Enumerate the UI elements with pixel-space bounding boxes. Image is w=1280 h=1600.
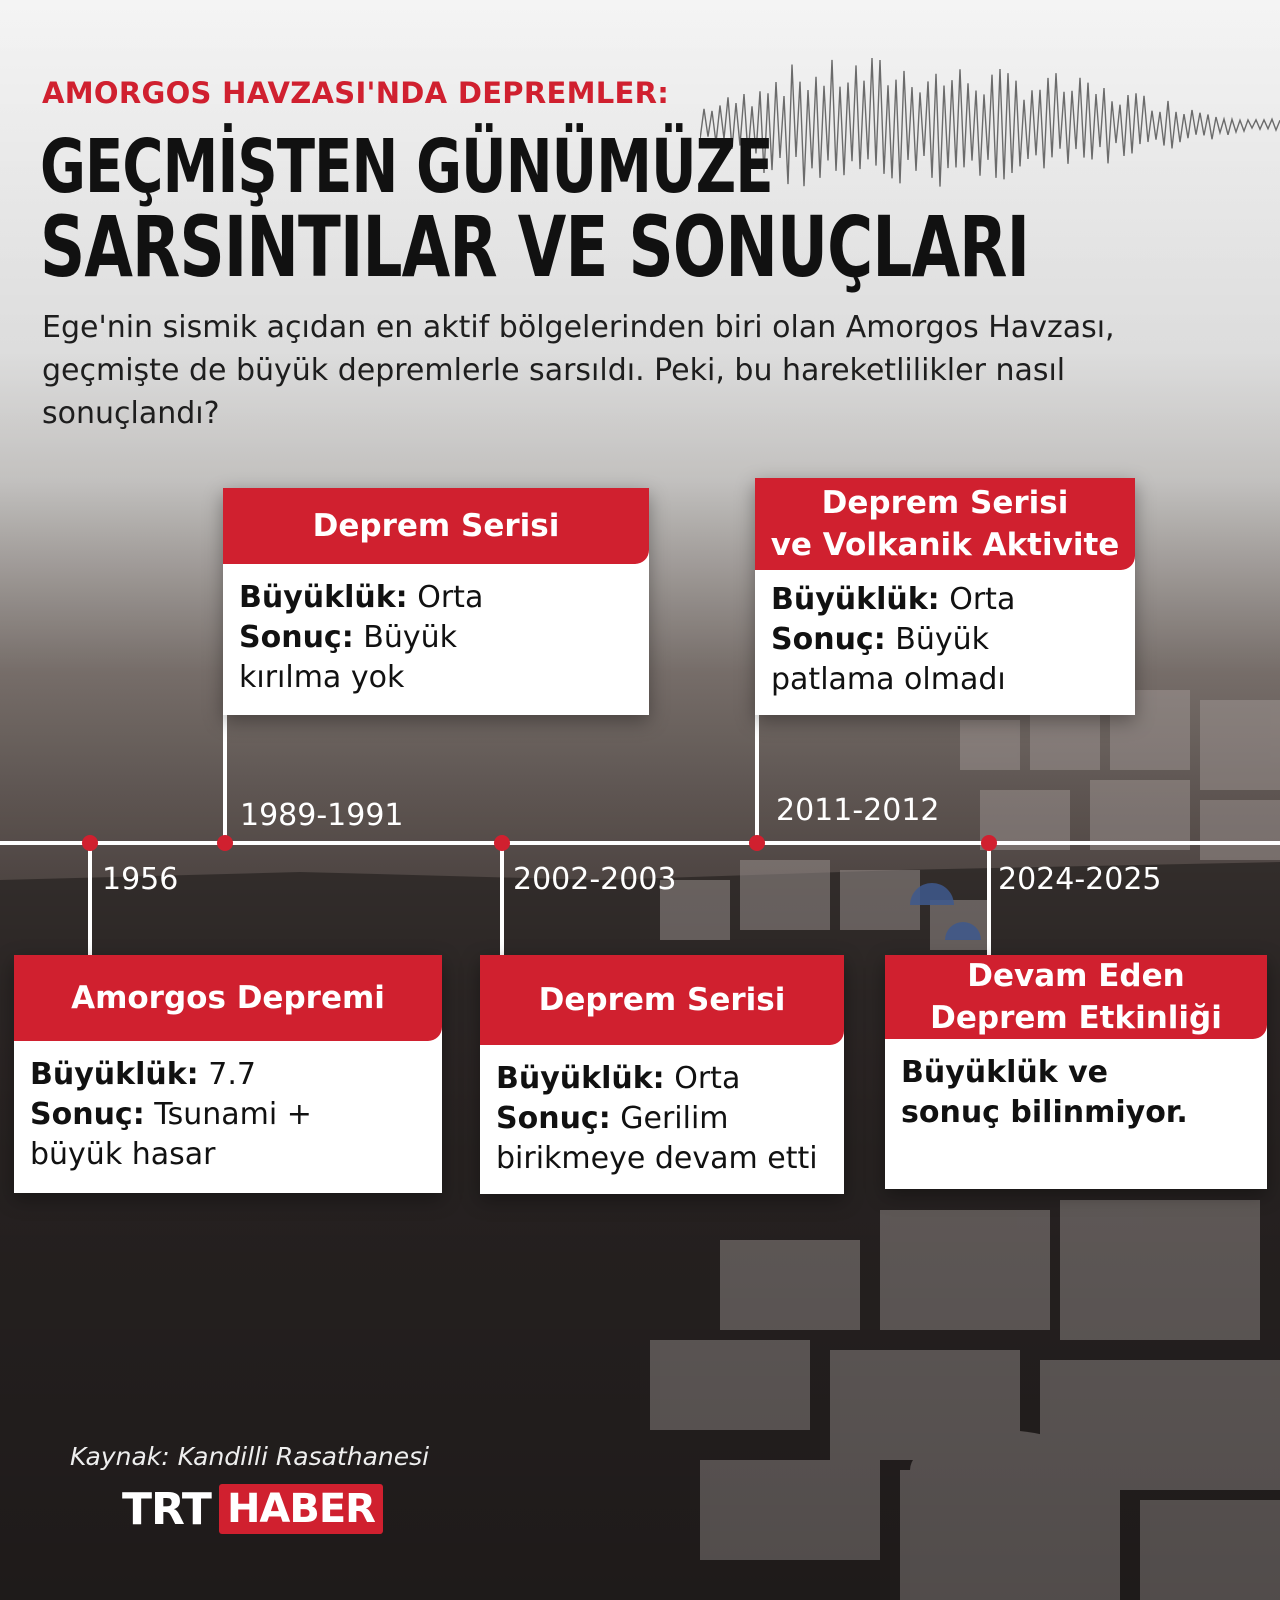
event-card-title: Amorgos Depremi xyxy=(14,955,442,1041)
timeline-dot-1989 xyxy=(217,835,233,851)
event-card-title xyxy=(885,955,1267,1039)
kicker-heading: AMORGOS HAVZASI'NDA DEPREMLER: xyxy=(42,76,670,110)
timeline-dot-2002 xyxy=(494,835,510,851)
result-value: Tsunami + xyxy=(154,1097,312,1132)
event-card-title: Deprem Serisi xyxy=(223,488,649,564)
size-label: Büyüklük: xyxy=(771,582,940,617)
unknown-note-line-1: Büyüklük ve xyxy=(901,1055,1109,1090)
event-card-body xyxy=(755,570,1135,716)
stem-2011 xyxy=(755,715,759,843)
year-label-2024: 2024-2025 xyxy=(998,862,1162,897)
event-card-body xyxy=(223,564,649,714)
event-card-title-line-1: Deprem Serisi xyxy=(821,485,1069,521)
event-card-title-line-1: Devam Eden xyxy=(967,958,1185,994)
timeline-dot-1956 xyxy=(82,835,98,851)
result-label: Sonuç: xyxy=(496,1101,611,1136)
intro-paragraph: Ege'nin sismik açıdan en aktif bölgelerinden biri olan Amorgos Havzası, geçmişte de büyük depremlerle sarsıldı. Peki, bu hareketlilikler nasıl sonuçlandı? xyxy=(42,310,1115,431)
event-card-title-line-2: Deprem Etkinliği xyxy=(930,1000,1222,1036)
event-card-body xyxy=(480,1045,844,1195)
result-value: Büyük xyxy=(895,622,990,657)
result-value-cont: büyük hasar xyxy=(30,1137,216,1172)
title-line-2: SARSINTILAR VE SONUÇLARI xyxy=(40,198,1030,296)
event-card-2024 xyxy=(885,955,1267,1189)
event-card-title xyxy=(755,478,1135,570)
result-value-cont: birikmeye devam etti xyxy=(496,1141,818,1176)
event-card-title: Deprem Serisi xyxy=(480,955,844,1045)
unknown-note-line-2: sonuç bilinmiyor. xyxy=(901,1095,1188,1130)
result-value-cont: kırılma yok xyxy=(239,660,405,695)
size-value: 7.7 xyxy=(208,1057,256,1092)
year-label-1956: 1956 xyxy=(102,862,179,897)
event-card-2011 xyxy=(755,478,1135,715)
stem-1989 xyxy=(223,715,227,843)
timeline-dot-2024 xyxy=(981,835,997,851)
event-card-title-line-2: ve Volkanik Aktivite xyxy=(770,527,1120,563)
event-card-body xyxy=(14,1041,442,1191)
size-value: Orta xyxy=(674,1061,741,1096)
size-value: Orta xyxy=(417,580,484,615)
seismograph-graphic xyxy=(700,40,1280,210)
event-card-body xyxy=(885,1039,1267,1149)
size-label: Büyüklük: xyxy=(496,1061,665,1096)
trt-haber-logo xyxy=(122,1484,383,1534)
year-label-2011: 2011-2012 xyxy=(776,793,940,828)
result-label: Sonuç: xyxy=(30,1097,145,1132)
timeline-axis xyxy=(0,841,1280,845)
result-value: Gerilim xyxy=(620,1101,729,1136)
result-label: Sonuç: xyxy=(771,622,886,657)
event-card-1989 xyxy=(223,488,649,715)
event-card-1956 xyxy=(14,955,442,1193)
event-card-2002 xyxy=(480,955,844,1194)
size-label: Büyüklük: xyxy=(239,580,408,615)
source-credit: Kaynak: Kandilli Rasathanesi xyxy=(70,1442,430,1471)
result-value: Büyük xyxy=(363,620,458,655)
logo-haber-text: HABER xyxy=(219,1484,383,1534)
result-label: Sonuç: xyxy=(239,620,354,655)
timeline-dot-2011 xyxy=(749,835,765,851)
stem-1956 xyxy=(88,843,92,955)
size-label: Büyüklük: xyxy=(30,1057,199,1092)
year-label-1989: 1989-1991 xyxy=(240,798,404,833)
size-value: Orta xyxy=(949,582,1016,617)
stem-2024 xyxy=(987,843,991,955)
logo-trt-text: TRT xyxy=(122,1483,211,1535)
title-line-1: GEÇMİŞTEN GÜNÜMÜZE xyxy=(40,124,773,210)
result-value-cont: patlama olmadı xyxy=(771,662,1006,697)
stem-2002 xyxy=(500,843,504,955)
year-label-2002: 2002-2003 xyxy=(513,862,677,897)
